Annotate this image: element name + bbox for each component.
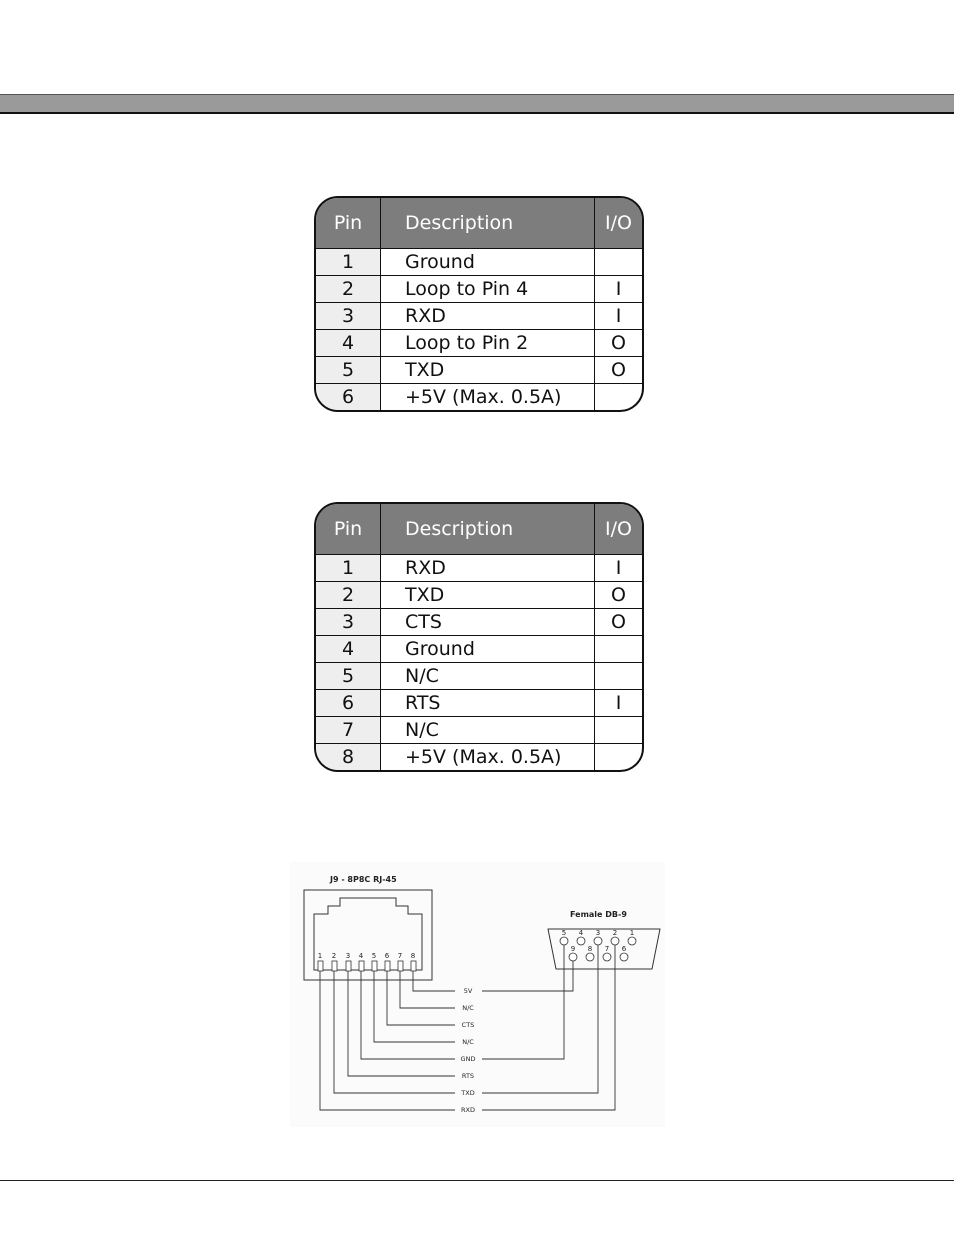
io-cell: I <box>595 555 643 582</box>
col-header-description: Description <box>381 504 595 555</box>
wire-gnd-left <box>361 971 455 1059</box>
description-cell: RTS <box>381 690 595 717</box>
wiring-diagram <box>290 862 665 1127</box>
db9-hole <box>620 953 628 961</box>
wire-rxd-left <box>320 971 455 1110</box>
rj45-pin-label: 3 <box>345 952 351 960</box>
db9-pin-label: 7 <box>604 945 610 953</box>
rj45-contact <box>398 961 403 971</box>
footer-rule <box>0 1180 954 1181</box>
io-cell <box>595 249 643 276</box>
pin-table-2 <box>314 502 644 772</box>
col-header-description: Description <box>381 198 595 249</box>
io-cell <box>595 717 643 744</box>
description-cell: Ground <box>381 636 595 663</box>
pin-cell: 7 <box>316 717 381 744</box>
wire-rxd-right <box>482 945 615 1110</box>
signal-label: RXD <box>461 1106 475 1114</box>
pin-cell: 3 <box>316 303 381 330</box>
table-row <box>316 609 642 636</box>
wiring-diagram-svg <box>290 862 665 1127</box>
db9-hole <box>611 937 619 945</box>
db9-hole <box>569 953 577 961</box>
col-header-io: I/O <box>595 504 643 555</box>
rj45-contact <box>346 961 351 971</box>
description-cell: TXD <box>381 357 595 384</box>
pin-cell: 2 <box>316 276 381 303</box>
pin-cell: 4 <box>316 330 381 357</box>
pin-cell: 5 <box>316 663 381 690</box>
rj45-pin-label: 5 <box>371 952 377 960</box>
rj45-contact <box>332 961 337 971</box>
table-row <box>316 555 642 582</box>
pin-cell: 6 <box>316 690 381 717</box>
rj45-pin-label: 7 <box>397 952 403 960</box>
io-cell <box>595 744 643 771</box>
description-cell: N/C <box>381 717 595 744</box>
description-cell: CTS <box>381 609 595 636</box>
description-cell: RXD <box>381 555 595 582</box>
description-cell: TXD <box>381 582 595 609</box>
wire-txd-right <box>482 945 598 1093</box>
rj45-pin-label: 8 <box>410 952 416 960</box>
rj45-pin-label: 1 <box>317 952 323 960</box>
db9-hole <box>603 953 611 961</box>
pin-cell: 1 <box>316 249 381 276</box>
db9-pin-label: 2 <box>612 929 618 937</box>
rj45-pin-label: 4 <box>358 952 364 960</box>
rj45-title: J9 - 8P8C RJ-45 <box>330 875 397 884</box>
description-cell: Ground <box>381 249 595 276</box>
pin-cell: 6 <box>316 384 381 411</box>
io-cell: I <box>595 690 643 717</box>
wire-rts-left <box>348 971 455 1076</box>
signal-label: CTS <box>461 1021 475 1029</box>
rj45-pin-labels <box>318 952 415 960</box>
rj45-pin-label: 6 <box>384 952 390 960</box>
rj45-contact <box>318 961 323 971</box>
db9-pin-label: 6 <box>621 945 627 953</box>
table-row <box>316 663 642 690</box>
io-cell <box>595 636 643 663</box>
col-header-pin: Pin <box>316 198 381 249</box>
db9-pin-label: 3 <box>595 929 601 937</box>
wire-nc2-left <box>374 971 455 1042</box>
col-header-io: I/O <box>595 198 643 249</box>
description-cell: Loop to Pin 4 <box>381 276 595 303</box>
signal-label: N/C <box>462 1038 474 1046</box>
table-header-row <box>316 198 642 249</box>
io-cell: O <box>595 357 643 384</box>
db9-pin-label: 9 <box>570 945 576 953</box>
signal-label: TXD <box>461 1089 475 1097</box>
pin-cell: 8 <box>316 744 381 771</box>
pin-cell: 3 <box>316 609 381 636</box>
table-row <box>316 690 642 717</box>
io-cell: I <box>595 276 643 303</box>
signal-labels <box>460 987 475 1114</box>
wire-txd-left <box>334 971 455 1093</box>
description-cell: Loop to Pin 2 <box>381 330 595 357</box>
io-cell <box>595 663 643 690</box>
rj45-contact <box>372 961 377 971</box>
signal-label: GND <box>460 1055 476 1063</box>
wire-gnd-right <box>482 945 564 1059</box>
io-cell: O <box>595 609 643 636</box>
table-row <box>316 276 642 303</box>
db9-hole <box>628 937 636 945</box>
wire-nc-left <box>400 971 455 1008</box>
io-cell: O <box>595 582 643 609</box>
wire-5v-right <box>482 961 573 991</box>
signal-label: N/C <box>462 1004 474 1012</box>
description-cell: +5V (Max. 0.5A) <box>381 384 595 411</box>
io-cell: O <box>595 330 643 357</box>
db9-hole <box>594 937 602 945</box>
db9-pin-label: 5 <box>561 929 567 937</box>
wire-cts-left <box>387 971 455 1025</box>
io-cell <box>595 384 643 411</box>
db9-hole <box>586 953 594 961</box>
rj45-contact <box>385 961 390 971</box>
db9-pin-label: 8 <box>587 945 593 953</box>
description-cell: RXD <box>381 303 595 330</box>
db9-pin-label: 4 <box>578 929 584 937</box>
table-row <box>316 744 642 771</box>
pin-cell: 1 <box>316 555 381 582</box>
table-row <box>316 249 642 276</box>
rj45-socket <box>314 898 422 970</box>
table-row <box>316 636 642 663</box>
db9-hole <box>577 937 585 945</box>
db9-pin-label: 1 <box>629 929 635 937</box>
wire-5v-left <box>413 971 455 991</box>
description-cell: +5V (Max. 0.5A) <box>381 744 595 771</box>
db9-hole <box>560 937 568 945</box>
pin-table-1 <box>314 196 644 412</box>
table-row <box>316 384 642 411</box>
pin-cell: 4 <box>316 636 381 663</box>
table-row <box>316 303 642 330</box>
table-row <box>316 582 642 609</box>
description-cell: N/C <box>381 663 595 690</box>
table-row <box>316 357 642 384</box>
rj45-contact <box>359 961 364 971</box>
io-cell: I <box>595 303 643 330</box>
signal-label: RTS <box>461 1072 475 1080</box>
db9-title: Female DB-9 <box>570 910 627 919</box>
col-header-pin: Pin <box>316 504 381 555</box>
table-row <box>316 330 642 357</box>
rj45-contact <box>411 961 416 971</box>
table-header-row <box>316 504 642 555</box>
rj45-pin-label: 2 <box>331 952 337 960</box>
pin-cell: 2 <box>316 582 381 609</box>
signal-label: 5V <box>463 987 473 995</box>
pin-cell: 5 <box>316 357 381 384</box>
table-row <box>316 717 642 744</box>
header-bar <box>0 94 954 114</box>
